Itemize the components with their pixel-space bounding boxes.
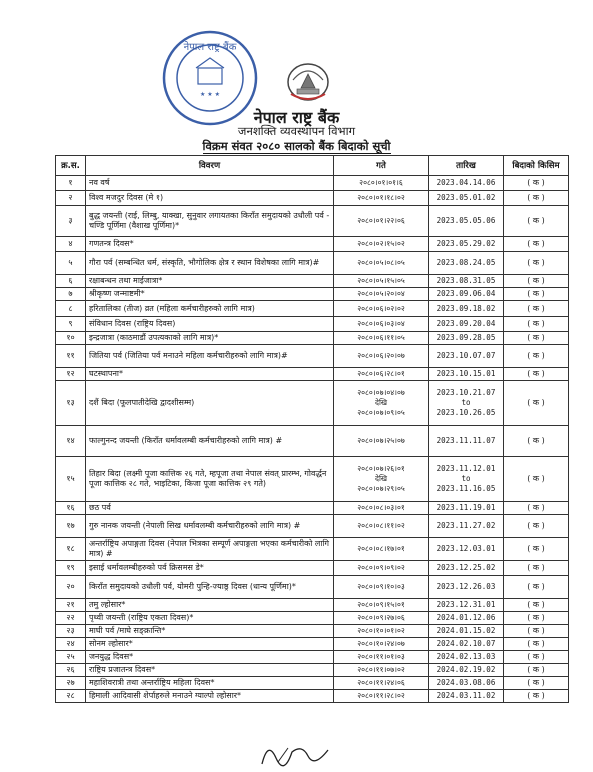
cell-kind: ( क ): [504, 538, 569, 561]
seal-text: नेपाल राष्ट्र बैंक: [183, 42, 237, 53]
table-row: [56, 612, 569, 625]
table-header-row: [56, 156, 569, 176]
cell-kind: ( क ): [504, 317, 569, 332]
cell-description: रक्षाबन्धन तथा माईजात्रा*: [86, 275, 334, 288]
cell-bs-date: २०८०।०६।११।०५: [334, 332, 429, 345]
cell-kind: ( क ): [504, 502, 569, 515]
cell-ad-date: 2023.05.29.02: [429, 237, 504, 252]
cell-bs-date: २०८०।०९।०९।०२: [334, 561, 429, 576]
cell-ad-date: 2023.11.19.01: [429, 502, 504, 515]
cell-sn: २७: [56, 677, 86, 690]
cell-bs-date: २०८०।०६।२८।०१: [334, 368, 429, 381]
cell-description: नव वर्ष: [86, 176, 334, 191]
cell-description: इन्द्रजात्रा (काठमाडौं उपत्यकाको लागि मात्र)*: [86, 332, 334, 345]
cell-bs-date: २०८०।०८।११।०२: [334, 515, 429, 538]
cell-sn: ३: [56, 206, 86, 237]
cell-kind: ( क ): [504, 191, 569, 206]
table-row: [56, 599, 569, 612]
cell-description: हिमाली आदिवासी शेर्पाहरुले मनाउने ग्याल्पो ल्होसार*: [86, 690, 334, 703]
cell-description: पृथ्वी जयन्ती (राष्ट्रिय एकता दिवस)*: [86, 612, 334, 625]
cell-kind: ( क ): [504, 677, 569, 690]
cell-description: दशैं बिदा (फूलपातीदेखि द्वादशीसम्म): [86, 381, 334, 426]
cell-sn: ११: [56, 345, 86, 368]
cell-ad-date: 2023.09.28.05: [429, 332, 504, 345]
table-row: [56, 502, 569, 515]
cell-kind: ( क ): [504, 252, 569, 275]
cell-ad-date: 2024.02.19.02: [429, 664, 504, 677]
table-row: [56, 426, 569, 457]
cell-bs-date: २०८०।१०।०१।०२: [334, 625, 429, 638]
cell-sn: २८: [56, 690, 86, 703]
table-row: [56, 625, 569, 638]
cell-bs-date: २०८०।०८।०३।०१: [334, 502, 429, 515]
cell-ad-date: 2023.12.25.02: [429, 561, 504, 576]
cell-description: माघी पर्व /माघे सङ्क्रान्ति*: [86, 625, 334, 638]
cell-description: संविधान दिवस (राष्ट्रिय दिवस): [86, 317, 334, 332]
table-row: [56, 288, 569, 301]
cell-description: छठ पर्व: [86, 502, 334, 515]
cell-bs-date: २०८०।०६।०२।०२: [334, 301, 429, 317]
cell-bs-date: २०८०।११।०१।०३: [334, 651, 429, 664]
cell-description: विश्व मजदुर दिवस (मे १): [86, 191, 334, 206]
cell-ad-date: 2023.05.05.06: [429, 206, 504, 237]
table-row: [56, 538, 569, 561]
cell-kind: ( क ): [504, 664, 569, 677]
cell-bs-date: २०८०।०६।२०।०७: [334, 345, 429, 368]
cell-ad-date: 2024.01.12.06: [429, 612, 504, 625]
document-title: विक्रम संवत २०८० सालको बैंक बिदाको सूची: [202, 139, 391, 153]
cell-ad-date: 2023.10.21.07 to 2023.10.26.05: [429, 381, 504, 426]
cell-sn: २२: [56, 612, 86, 625]
table-row: [56, 345, 569, 368]
cell-ad-date: 2023.11.27.02: [429, 515, 504, 538]
cell-description: गौरा पर्व (सम्बन्धित धर्म, संस्कृति, भौगोलिक क्षेत्र र स्थान विशेषका लागि मात्र)#: [86, 252, 334, 275]
cell-kind: ( क ): [504, 638, 569, 651]
cell-ad-date: 2024.01.15.02: [429, 625, 504, 638]
cell-bs-date: २०८०।०१।१८।०२: [334, 191, 429, 206]
cell-description: अन्तर्राष्ट्रिय अपाङ्गता दिवस (नेपाल भित्रका सम्पूर्ण अपाङ्गता भएका कर्मचारीको लागि मात्र) #: [86, 538, 334, 561]
table-row: [56, 275, 569, 288]
table-row: [56, 237, 569, 252]
cell-kind: ( क ): [504, 368, 569, 381]
cell-kind: ( क ): [504, 176, 569, 191]
table-row: [56, 368, 569, 381]
cell-ad-date: 2023.10.07.07: [429, 345, 504, 368]
cell-sn: १५: [56, 457, 86, 502]
cell-description: तिहार बिदा (लक्ष्मी पूजा कात्तिक २६ गते, म्हपूजा तथा नेपाल संवत् प्रारम्भ, गोवर्द्धन पूजा कात्तिक २८ गते, भाइटिका, किजा पूजा कात्तिक २९ गते): [86, 457, 334, 502]
cell-description: जनयुद्ध दिवस*: [86, 651, 334, 664]
cell-sn: ६: [56, 275, 86, 288]
cell-kind: ( क ): [504, 561, 569, 576]
cell-ad-date: 2023.09.06.04: [429, 288, 504, 301]
cell-ad-date: 2024.02.13.03: [429, 651, 504, 664]
cell-ad-date: 2023.12.31.01: [429, 599, 504, 612]
cell-bs-date: २०८०।०७।२६।०१ देखि २०८०।०७।२९।०५: [334, 457, 429, 502]
cell-ad-date: 2023.05.01.02: [429, 191, 504, 206]
cell-ad-date: 2023.08.24.05: [429, 252, 504, 275]
cell-description: श्रीकृष्ण जन्माष्टमी*: [86, 288, 334, 301]
cell-description: जितिया पर्व (जितिया पर्व मनाउने महिला कर्मचारीहरुको लागि मात्र)#: [86, 345, 334, 368]
col-header-ad-date: तारिख: [429, 156, 504, 176]
cell-sn: ९: [56, 317, 86, 332]
cell-bs-date: २०८०।०१।२२।०६: [334, 206, 429, 237]
table-row: [56, 576, 569, 599]
cell-bs-date: २०८०।१०।२४।०७: [334, 638, 429, 651]
cell-description: तमु ल्होसार*: [86, 599, 334, 612]
cell-description: सोनम ल्होसार*: [86, 638, 334, 651]
table-row: [56, 252, 569, 275]
cell-kind: ( क ): [504, 576, 569, 599]
cell-ad-date: 2023.09.20.04: [429, 317, 504, 332]
table-row: [56, 332, 569, 345]
cell-sn: १४: [56, 426, 86, 457]
cell-bs-date: २०८०।११।२८।०२: [334, 690, 429, 703]
table-row: [56, 206, 569, 237]
table-row: [56, 638, 569, 651]
cell-ad-date: 2023.04.14.06: [429, 176, 504, 191]
cell-sn: १३: [56, 381, 86, 426]
holiday-table: [55, 155, 569, 703]
table-row: [56, 690, 569, 703]
cell-sn: १८: [56, 538, 86, 561]
cell-kind: ( क ): [504, 288, 569, 301]
cell-bs-date: २०८०।०७।०४।०७ देखि २०८०।०७।०९।०५: [334, 381, 429, 426]
table-row: [56, 677, 569, 690]
cell-ad-date: 2023.09.18.02: [429, 301, 504, 317]
cell-sn: १६: [56, 502, 86, 515]
cell-description: हरितालिका (तीज) व्रत (महिला कर्मचारीहरुको लागि मात्र): [86, 301, 334, 317]
col-header-kind: बिदाको किसिम: [504, 156, 569, 176]
cell-sn: १९: [56, 561, 86, 576]
svg-text:★ ★ ★: ★ ★ ★: [200, 91, 220, 98]
cell-kind: ( क ): [504, 301, 569, 317]
cell-kind: ( क ): [504, 651, 569, 664]
cell-sn: २: [56, 191, 86, 206]
cell-ad-date: 2024.03.08.06: [429, 677, 504, 690]
cell-ad-date: 2023.10.15.01: [429, 368, 504, 381]
cell-kind: ( क ): [504, 515, 569, 538]
table-row: [56, 515, 569, 538]
col-header-bs-date: गते: [334, 156, 429, 176]
cell-sn: २३: [56, 625, 86, 638]
table-row: [56, 457, 569, 502]
cell-bs-date: २०८०।०९।२७।०६: [334, 612, 429, 625]
cell-kind: ( क ): [504, 690, 569, 703]
cell-sn: १०: [56, 332, 86, 345]
cell-ad-date: 2023.11.11.07: [429, 426, 504, 457]
cell-bs-date: २०८०।०७।२५।०७: [334, 426, 429, 457]
cell-ad-date: 2024.03.11.02: [429, 690, 504, 703]
table-row: [56, 176, 569, 191]
cell-sn: ४: [56, 237, 86, 252]
cell-bs-date: २०८०।०५।०८।०५: [334, 252, 429, 275]
cell-description: बुद्ध जयन्ती (राई, लिम्बु, याक्खा, सुनुवार लगायतका किराँत समुदायको उधौली पर्व - चण्डि पूर्णिमा (वैशाख पूर्णिमा)*: [86, 206, 334, 237]
cell-sn: ८: [56, 301, 86, 317]
cell-bs-date: २०८०।११।०७।०२: [334, 664, 429, 677]
department-name: जनशक्ति व्यवस्थापन विभाग: [237, 124, 356, 138]
cell-sn: २०: [56, 576, 86, 599]
org-name: नेपाल राष्ट्र बैंक: [253, 108, 340, 127]
cell-bs-date: २०८०।०५।१५।०५: [334, 275, 429, 288]
cell-description: किराँत समुदायको उधौली पर्व, योमरी पुन्हि-ज्याष्ठ्र दिवस (धान्य पूर्णिमा)*: [86, 576, 334, 599]
cell-sn: १२: [56, 368, 86, 381]
cell-ad-date: 2024.02.10.07: [429, 638, 504, 651]
national-emblem-icon: [283, 58, 333, 104]
cell-description: महाशिवरात्री तथा अन्तर्राष्ट्रिय महिला दिवस*: [86, 677, 334, 690]
cell-sn: २४: [56, 638, 86, 651]
cell-description: गणतन्त्र दिवस*: [86, 237, 334, 252]
cell-sn: २५: [56, 651, 86, 664]
cell-kind: ( क ): [504, 426, 569, 457]
cell-ad-date: 2023.12.03.01: [429, 538, 504, 561]
table-row: [56, 651, 569, 664]
table-row: [56, 301, 569, 317]
cell-kind: ( क ): [504, 275, 569, 288]
cell-ad-date: 2023.12.26.03: [429, 576, 504, 599]
cell-bs-date: २०८०।०९।१०।०३: [334, 576, 429, 599]
cell-sn: ५: [56, 252, 86, 275]
cell-sn: ७: [56, 288, 86, 301]
cell-bs-date: २०८०।०२।१५।०२: [334, 237, 429, 252]
cell-description: फाल्गुनन्द जयन्ती (किराँत धर्मावलम्बी कर्मचारीहरुको लागि मात्र) #: [86, 426, 334, 457]
signature: [258, 738, 338, 768]
cell-description: गुरु नानक जयन्ती (नेपाली सिख धर्मावलम्बी कर्मचारीहरुको लागि मात्र) #: [86, 515, 334, 538]
table-row: [56, 317, 569, 332]
cell-description: राष्ट्रिय प्रजातन्त्र दिवस*: [86, 664, 334, 677]
cell-bs-date: २०८०।०८।१७।०१: [334, 538, 429, 561]
cell-kind: ( क ): [504, 345, 569, 368]
cell-kind: ( क ): [504, 625, 569, 638]
cell-sn: २१: [56, 599, 86, 612]
table-row: [56, 381, 569, 426]
cell-bs-date: २०८०।११।२४।०६: [334, 677, 429, 690]
table-row: [56, 664, 569, 677]
cell-sn: २६: [56, 664, 86, 677]
cell-sn: १७: [56, 515, 86, 538]
col-header-sn: क्र.स.: [56, 156, 86, 176]
cell-ad-date: 2023.08.31.05: [429, 275, 504, 288]
table-row: [56, 191, 569, 206]
cell-kind: ( क ): [504, 381, 569, 426]
cell-kind: ( क ): [504, 612, 569, 625]
cell-kind: ( क ): [504, 332, 569, 345]
cell-kind: ( क ): [504, 237, 569, 252]
table-row: [56, 561, 569, 576]
col-header-description: विवरण: [86, 156, 334, 176]
cell-bs-date: २०८०।०१।०१।६: [334, 176, 429, 191]
cell-description: घटस्थापना*: [86, 368, 334, 381]
cell-sn: १: [56, 176, 86, 191]
cell-bs-date: २०८०।०६।०३।०४: [334, 317, 429, 332]
cell-kind: ( क ): [504, 206, 569, 237]
cell-bs-date: २०८०।०५।२०।०४: [334, 288, 429, 301]
cell-kind: ( क ): [504, 457, 569, 502]
cell-kind: ( क ): [504, 599, 569, 612]
cell-ad-date: 2023.11.12.01 to 2023.11.16.05: [429, 457, 504, 502]
cell-bs-date: २०८०।०९।१५।०१: [334, 599, 429, 612]
cell-description: इसाई धर्मावलम्बीहरुको पर्व क्रिसमस डे*: [86, 561, 334, 576]
